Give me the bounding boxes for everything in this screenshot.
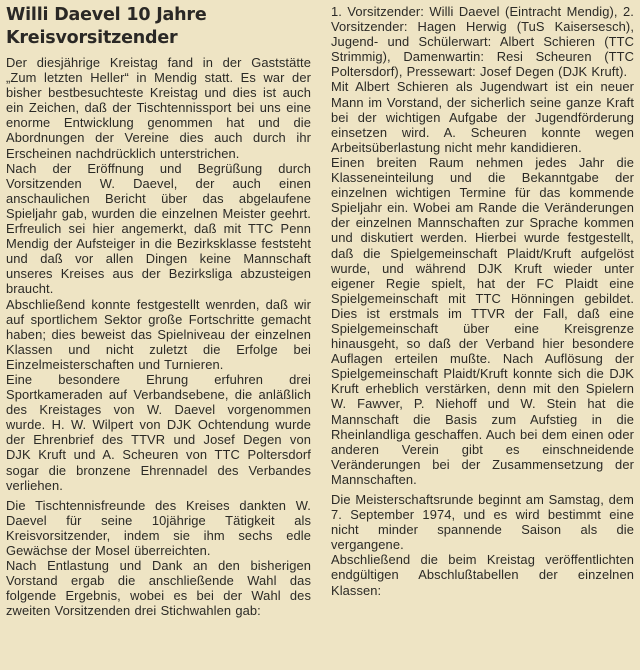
paragraph: Die Tischtennisfreunde des Kreises dankten W. Daevel für seine 10jährige Tätigkeit als Kreisvorsitzender, indem sie ihm sechs edle Gewächse der Mosel überreichten. [6,497,311,558]
paragraph: Die Meisterschaftsrunde beginnt am Samstag, dem 7. September 1974, und es wird bestimmt eine nicht minder spannende Saison als die vergangene. [331,492,634,553]
title-line-2: Kreisvorsitzender [6,28,178,48]
paragraph: Eine besondere Ehrung erfuhren drei Sportkameraden auf Verbandsebene, die anläßlich des Kreistages von W. Daevel vorgenommen wurde. H. W. Wilpert von DJK Ochtendung wurde der Ehrenbrief des TTVR und Josef Degen von DJK Kruft und A. Scheuren von TTC Poltersdorf sogar die bronzene Ehrennadel des Verbandes verliehen. [6,371,311,493]
paragraph: Mit Albert Schieren als Jugendwart ist ein neuer Mann im Vorstand, der sicherlich seine ganze Kraft bei der wichtigen Aufgabe der Jugendförderung einsetzen wird. A. Scheuren konnte wegen Arbeitsüberlastung nicht mehr kandidieren. [331,79,634,155]
right-column [331,4,634,598]
paragraph: Nach Entlastung und Dank an den bisherigen Vorstand ergab die anschließende Wahl das folgende Ergebnis, wobei es bei der Wahl des zweiten Vorsitzenden drei Stichwahlen gab: [6,558,311,619]
left-column [6,4,311,618]
paragraph: Nach der Eröffnung und Begrüßung durch Vorsitzenden W. Daevel, der auch einen anschaulichen Bericht über das abgelaufene Spieljahr gab, wurden die einzelnen Meister geehrt. Erfreulich sei hier angemerkt, daß mit TTC Penn Mendig der Aufsteiger in die Bezirksklasse feststeht und daß vor allen Dingen keine Mannschaft unseres Kreises aus der Bezirksliga abzusteigen braucht. [6,160,311,297]
paragraph: Abschließend konnte festgestellt wenrden, daß wir auf sportlichem Sektor große Fortschritte gemacht haben; dies beweist das Spielniveau der einzelnen Klassen und nicht zuletzt die Erfolge bei Einzelmeisterschaften und Turnieren. [6,296,311,372]
paragraph: 1. Vorsitzender: Willi Daevel (Eintracht Mendig), 2. Vorsitzender: Hagen Herwig (TuS Kaisersesch), Jugend- und Schülerwart: Albert Schieren (TTC Strimmig), Damenwartin: Resi Scheuren (TTC Poltersdorf), Pressewart: Josef Degen (DJK Kruft). [331,4,634,80]
paragraph: Einen breiten Raum nehmen jedes Jahr die Klasseneinteilung und die Bekanntgabe der einzelnen wichtigen Termine für das kommende Spieljahr ein. Wobei am Rande die Veränderungen der einzelnen Mannschaften zur Sprache kommen und diskutiert werden. Hierbei wurde festgestellt, daß die Spielgemeinschaft Plaidt/Kruft aufgelöst wurde, und während DJK Kruft wieder unter eigener Regie spielt, hat der FC Plaidt eine Spielgemeinschaft mit TTC Hönningen gebildet. Dies ist erstmals im TTVR der Fall, daß eine Spielgemeinschaft über eine Kreisgrenze hinausgeht, so daß der Verband hier besondere Auflagen erteilen mußte. Nach Auflösung der Spielgemeinschaft Plaidt/Kruft konnte sich die DJK Kruft erheblich verstärken, denn mit den Spielern W. Fawver, P. Niehoff und W. Stein hat die Mannschaft die Basis zum Aufstieg in die Rheinlandliga geschaffen. Auch bei dem einen oder anderen Verein gibt es einschneidende Veränderungen bei der Zusammensetzung der Mannschaften. [331,154,634,487]
title-line-1: Willi Daevel 10 Jahre [6,5,207,25]
paragraph: Der diesjährige Kreistag fand in der Gaststätte „Zum letzten Heller“ in Mendig statt. Es war der bisher bestbesuchteste Kreistag und dies ist auch ein Zeichen, daß der Tischtennissport bei uns eine enorme Entwicklung genommen hat und die Abordnungen der Vereine dies auch durch ihr Erscheinen nachdrücklich unterstrichen. [6,55,311,161]
article-title [6,4,311,50]
paragraph: Abschließend die beim Kreistag veröffentlichten endgültigen Abschlußtabellen der einzelnen Klassen: [331,552,634,598]
